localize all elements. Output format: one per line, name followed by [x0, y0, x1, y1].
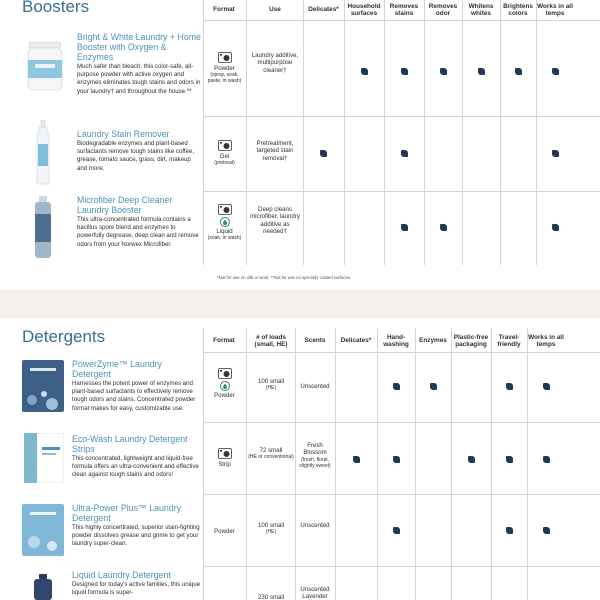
booster-name-microfiber-cleaner: Microfiber Deep Cleaner Laundry Booster [77, 195, 173, 215]
detergent-loads-ultra-power-plus [247, 522, 295, 535]
feature-check-mark [468, 456, 475, 463]
detergent-scent-powerzyme [295, 383, 335, 390]
washing-machine-icon [218, 52, 232, 63]
scent-label: Unscented Lavender [300, 586, 330, 600]
grid-line [203, 191, 600, 192]
detergent-name-liquid: Liquid Laundry Detergent [72, 570, 171, 580]
liquid-detergent-bottle-image [33, 574, 53, 600]
grid-line [527, 328, 528, 600]
washing-machine-icon [218, 140, 232, 151]
detergents-header-format: Format [213, 337, 235, 345]
grid-line [303, 0, 304, 265]
boosters-header-delicates: Delicates* [308, 6, 339, 14]
format-label: Powder [214, 528, 235, 535]
feature-check-mark [401, 224, 408, 231]
grid-line [451, 328, 452, 600]
detergents-header-works-all-temps: Works in all temps [528, 333, 564, 348]
detergents-header-enzymes: Enzymes [419, 337, 447, 345]
feature-check-mark [478, 68, 485, 75]
loads-label: 100 small [257, 378, 285, 385]
detergent-desc-powerzyme: Harnesses the potent power of enzymes and plant-based surfactants to effectively remove tough odors and stains. Concentrated powder format makes for easy, customizable use. [72, 380, 196, 412]
grid-line [415, 328, 416, 600]
grid-line [500, 0, 501, 265]
microfiber-cleaner-bottle-image [33, 196, 53, 260]
feature-check-mark [320, 150, 327, 157]
feature-check-mark [506, 456, 513, 463]
detergents-header-scents: Scents [304, 337, 326, 345]
format-label: Powder [214, 392, 235, 399]
detergent-loads-liquid [247, 594, 295, 600]
powerzyme-pouch-image [22, 360, 64, 412]
grid-line [335, 328, 336, 600]
format-label: Gel [219, 153, 230, 160]
boosters-header-removes-stains: Removes stains [389, 2, 419, 17]
loads-label: 100 small [257, 522, 285, 529]
boosters-footnote: *Not for use on silk or wool. **Not for use on specially coated surfaces. [217, 275, 352, 280]
booster-use-microfiber-cleaner: Deep cleans microfiber, laundry additive as needed† [250, 206, 300, 236]
feature-check-mark [543, 527, 550, 534]
booster-use-stain-remover: Pretreatment, targeted stain removal† [256, 140, 294, 162]
washing-machine-icon [218, 204, 232, 215]
feature-check-mark [430, 383, 437, 390]
feature-check-mark [552, 68, 559, 75]
bright-white-jar-image [26, 40, 64, 92]
eco-wash-box-image [24, 433, 64, 483]
feature-check-mark [401, 68, 408, 75]
feature-check-mark [515, 68, 522, 75]
feature-check-mark [440, 68, 447, 75]
format-label: Powder [214, 65, 235, 72]
grid-line [246, 328, 247, 600]
grid-line [377, 328, 378, 600]
detergent-scent-eco-wash [295, 442, 335, 469]
grid-line [384, 0, 385, 265]
washing-machine-icon [218, 368, 232, 379]
detergent-loads-eco-wash [247, 447, 295, 460]
washing-machine-icon [218, 448, 232, 459]
detergent-format-eco-wash [203, 448, 246, 468]
scent-label: Unscented [300, 383, 330, 390]
scent-label: Unscented [300, 522, 330, 529]
boosters-title: Boosters [22, 0, 90, 16]
booster-desc-bright-white: Much safer than bleach, this color-safe, all-purpose powder with active oxygen and enzymes eliminates tough stains and odors in your laundry† and throughout the house.** [77, 63, 201, 95]
feature-check-mark [506, 527, 513, 534]
grid-line [424, 0, 425, 265]
booster-format-microfiber-cleaner [203, 204, 246, 241]
grid-line [203, 352, 600, 353]
detergents-header-loads: # of loads (small, HE) [254, 333, 288, 348]
grid-line [491, 328, 492, 600]
feature-check-mark [353, 456, 360, 463]
detergent-name-eco-wash: Eco-Wash Laundry Detergent Strips [72, 434, 188, 454]
loads-note: (HE) [265, 529, 277, 536]
grid-line [344, 0, 345, 265]
feature-check-mark [361, 68, 368, 75]
booster-desc-stain-remover: Biodegradable enzymes and plant-based surfactants remove tough stains like coffee, grease, tomato sauce, grass, dirt, makeup and more. [77, 140, 195, 172]
feature-check-mark [552, 150, 559, 157]
grid-line [246, 0, 247, 265]
boosters-header-household-surfaces: Household surfaces [347, 2, 381, 17]
detergent-scent-ultra-power-plus [295, 522, 335, 529]
grid-line [203, 494, 600, 495]
detergent-format-ultra-power-plus [203, 528, 246, 535]
stain-remover-bottle-image [35, 120, 51, 186]
feature-check-mark [552, 224, 559, 231]
loads-label: 72 small [259, 447, 283, 454]
booster-format-bright-white [203, 52, 246, 84]
loads-note: (HE or conventional) [248, 454, 294, 461]
detergents-header-travel-friendly: Travel-friendly [497, 333, 521, 348]
soak-icon [220, 217, 230, 227]
grid-line [203, 566, 600, 567]
detergent-desc-liquid: Designed for today's active families, this unique liquid formula is super- [72, 581, 201, 597]
format-note: (spray, soak, paste, in wash) [207, 72, 242, 85]
feature-check-mark [440, 224, 447, 231]
boosters-header-brightens-colors: Brightens colors [503, 2, 533, 17]
grid-line [203, 116, 600, 117]
detergent-name-ultra-power-plus: Ultra-Power Plus™ Laundry Detergent [72, 503, 182, 523]
boosters-header-removes-odor: Removes odor [428, 2, 458, 17]
feature-check-mark [393, 383, 400, 390]
scent-label: Fresh Blossom [303, 442, 327, 457]
loads-note: (HE) [265, 385, 277, 392]
ultra-power-plus-pouch-image [22, 504, 64, 556]
detergents-header-hand-washing: Hand-washing [383, 333, 409, 348]
booster-name-stain-remover: Laundry Stain Remover [77, 129, 170, 139]
booster-format-stain-remover [203, 140, 246, 166]
feature-check-mark [393, 456, 400, 463]
booster-desc-microfiber-cleaner: This ultra-concentrated formula contains a bacillus spore blend and enzymes to powerfully degrease, deep clean and remove odors from your Norwex Microfiber. [77, 216, 199, 248]
detergent-name-powerzyme: PowerZyme™ Laundry Detergent [72, 359, 162, 379]
detergents-header-delicates: Delicates* [340, 337, 372, 345]
boosters-header-use: Use [269, 6, 281, 14]
grid-line [462, 0, 463, 265]
section-divider [0, 290, 600, 318]
boosters-header-works-all-temps: Works in all temps [537, 2, 573, 17]
boosters-section [0, 0, 600, 290]
feature-check-mark [401, 150, 408, 157]
boosters-header-format: Format [213, 6, 235, 14]
detergents-header-plastic-free: Plastic-free packaging [453, 333, 489, 348]
detergent-desc-eco-wash: This concentrated, lightweight and liquid-free formula offers an ultra-convenient and effective clean against tough stains and odors! [72, 455, 199, 479]
feature-check-mark [506, 383, 513, 390]
detergent-desc-ultra-power-plus: This highly concentrated, superior stain-fighting powder dissolves grease and grime to get your laundry super-clean. [72, 524, 200, 548]
grid-line [203, 20, 600, 21]
grid-line [203, 422, 600, 423]
feature-check-mark [543, 456, 550, 463]
format-note: (pretreat) [214, 160, 235, 167]
loads-label: 230 small [257, 594, 285, 600]
detergent-format-powerzyme [203, 368, 246, 399]
grid-line [536, 0, 537, 265]
scent-note: (fresh, floral, slightly sweet) [299, 456, 331, 469]
detergent-loads-powerzyme [247, 378, 295, 391]
format-note: (soak, in wash) [207, 235, 242, 242]
boosters-header-whitens-whites: Whitens whites [468, 2, 494, 17]
booster-name-bright-white: Bright & White Laundry + Home Booster with Oxygen & Enzymes [77, 32, 201, 62]
detergent-scent-liquid [295, 586, 335, 600]
feature-check-mark [543, 383, 550, 390]
soak-icon [220, 381, 230, 391]
detergents-title: Detergents [22, 327, 106, 346]
feature-check-mark [393, 527, 400, 534]
format-label: Liquid [216, 228, 233, 235]
format-label: Strip [218, 461, 231, 468]
booster-use-bright-white: Laundry additive, multipurpose cleaner† [251, 52, 299, 74]
